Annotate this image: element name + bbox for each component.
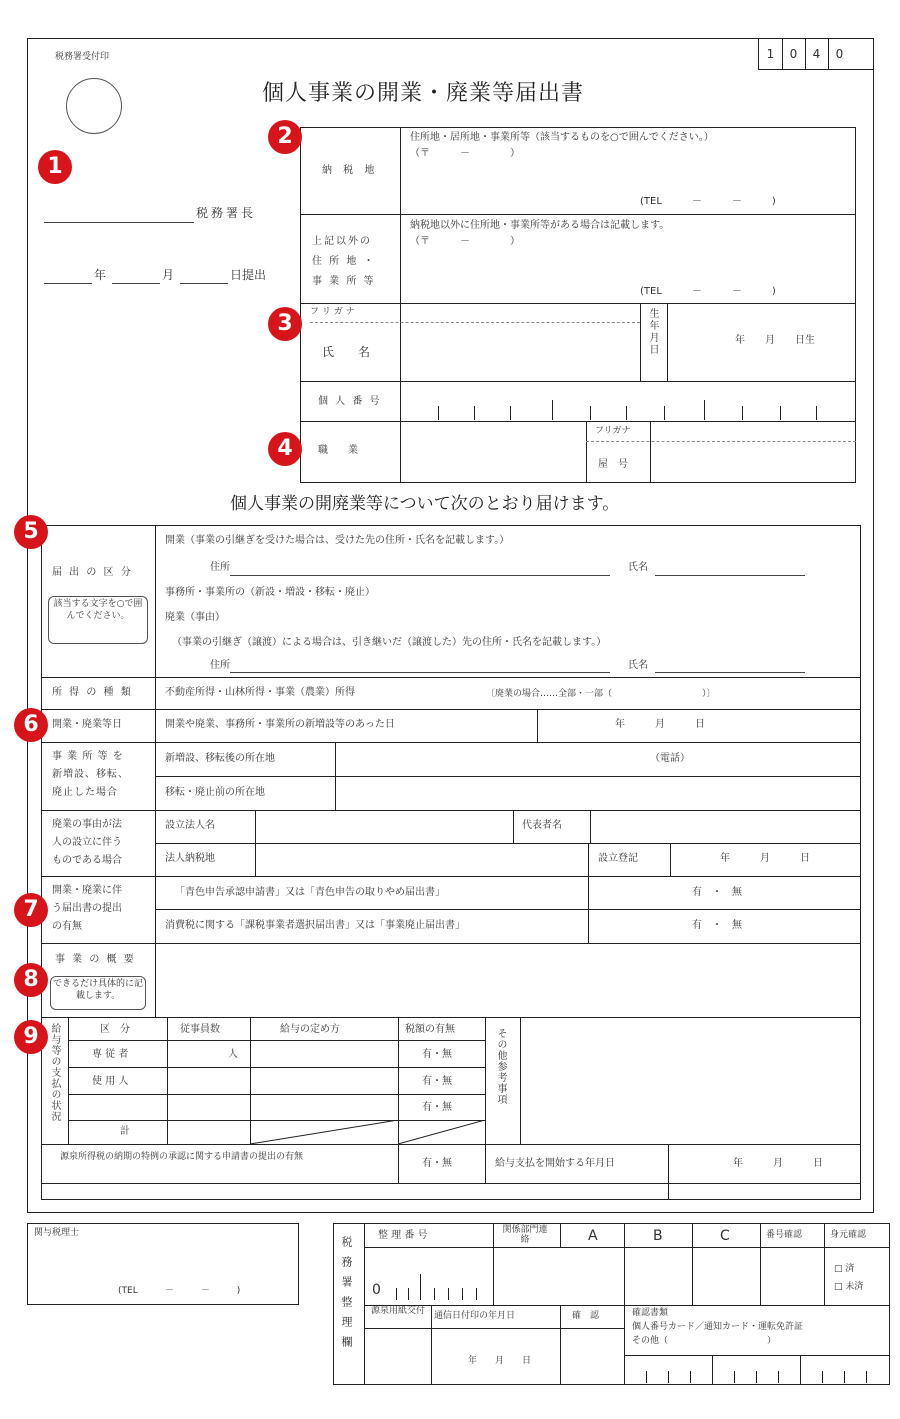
nozei-tel: (TEL － － ) [640, 196, 776, 207]
notification-type-label: 届 出 の 区 分 [52, 567, 133, 578]
badge-4: 4 [268, 432, 302, 466]
job-label: 職 業 [318, 445, 358, 456]
badge-1: 1 [38, 150, 72, 184]
date-month: 月 [162, 268, 175, 282]
related-filing-label: 開業・廃業に伴 [52, 885, 122, 896]
subtitle: 個人事業の開廃業等について次のとおり届けます。 [230, 494, 620, 514]
blue-return-filing: 「青色申告承認申請書」又は「青色申告の取りやめ届出書」 [175, 887, 445, 898]
other-postal: （〒 － ） [410, 236, 520, 247]
blue-return-yes-no[interactable]: 有 ・ 無 [692, 887, 742, 898]
badge-9: 9 [14, 1020, 48, 1054]
number-check-label: 番号確認 [766, 1230, 803, 1240]
address-label: 住所 [210, 562, 230, 573]
postmark-date-label: 通信日付印の年月日 [434, 1311, 516, 1321]
office-use-date: 年 月 日 [468, 1356, 532, 1366]
phone-label: （電話） [650, 753, 690, 764]
name-label: 氏 名 [322, 345, 371, 359]
salary-start-date: 年 月 日 [733, 1158, 823, 1169]
other-tel: (TEL － － ) [640, 286, 776, 297]
withholding-special-label: 源泉所得税の納期の特例の承認に関する申請書の提出の有無 [60, 1152, 304, 1162]
opening-date-label: 開業・廃業等日 [52, 719, 122, 730]
badge-5: 5 [14, 515, 48, 549]
stamp-label: 税務署受付印 [55, 52, 110, 62]
other-address-label: 事 業 所 等 [312, 276, 376, 287]
consumption-tax-filing: 消費税に関する「課税事業者選択届出書」又は「事業廃止届出書」 [165, 920, 465, 931]
business-summary-label: 事 業 の 概 要 [55, 954, 136, 965]
furigana-label: フ リ ガ ナ [310, 307, 355, 317]
col-salary-method: 給与の定め方 [280, 1024, 340, 1035]
old-location-label: 移転・廃止前の所在地 [165, 787, 265, 798]
badge-2: 2 [268, 120, 302, 154]
row-tax-yes-no[interactable]: 有・無 [422, 1076, 452, 1087]
total-row-slash [250, 1120, 485, 1144]
form-number-digit: 0 [835, 47, 844, 61]
row-total: 計 [120, 1126, 130, 1137]
consumption-tax-yes-no[interactable]: 有 ・ 無 [692, 920, 742, 931]
birth-label: 生年月日 [647, 308, 658, 356]
corp-name-label: 設立法人名 [165, 820, 215, 831]
related-filing-label: う届出書の提出 [52, 903, 122, 914]
related-filing-label: の有無 [52, 921, 82, 932]
registration-date: 年 月 日 [720, 853, 810, 864]
opening-date-value: 年 月 日 [615, 719, 705, 730]
corp-label: ものである場合 [52, 855, 122, 866]
salary-side-label: 給与等の支払の状況 [49, 1023, 60, 1122]
row-employee: 使 用 人 [92, 1076, 129, 1087]
office-use-side-label: 税務署整理欄 [340, 1236, 353, 1356]
tax-office-label: 税務署長 [196, 206, 257, 220]
closure-line: 廃業（事由） [165, 612, 225, 623]
office-change-label: 新増設、移転、 [52, 769, 129, 780]
reference-number-label: 整 理 番 号 [378, 1230, 428, 1241]
identity-check-label: 身元確認 [830, 1230, 867, 1240]
office-change-label: 廃止した場合 [52, 787, 118, 798]
business-summary-note: できるだけ具体的に記載します。 [50, 976, 146, 1010]
income-type-text: 不動産所得・山林所得・事業（農業）所得 [165, 687, 355, 698]
department-contact-label: 関係部門連絡 [502, 1225, 548, 1245]
withholding-yes-no[interactable]: 有・無 [422, 1158, 452, 1169]
date-submit: 日提出 [230, 268, 267, 282]
trade-name-label: 屋 号 [598, 459, 628, 470]
corp-tax-place-label: 法人納税地 [165, 853, 215, 864]
name-field-label: 氏名 [628, 562, 648, 573]
row-tax-yes-no[interactable]: 有・無 [422, 1049, 452, 1060]
stamp-circle [66, 78, 122, 134]
col-tax-presence: 税額の有無 [405, 1024, 455, 1035]
corp-label: 人の設立に伴う [52, 837, 122, 848]
col-category: 区 分 [100, 1024, 130, 1035]
accountant-label: 関与税理士 [34, 1228, 80, 1238]
documents-types: 個人番号カード／通知カード・運転免許証 [632, 1322, 804, 1332]
documents-label: 確認書類 [632, 1308, 669, 1318]
checked-not-done[interactable]: □ 未済 [834, 1282, 864, 1292]
documents-other: その他（ ） [632, 1336, 777, 1346]
badge-6: 6 [14, 708, 48, 742]
row-dedicated-worker: 専 従 者 [92, 1049, 129, 1060]
other-address-text: 納税地以外に住所地・事業所等がある場合は記載します。 [410, 220, 670, 231]
office-change-label: 事 業 所 等 を [52, 751, 124, 762]
transfer-line: （事業の引継ぎ（譲渡）による場合は、引き継いだ（譲渡した）先の住所・氏名を記載します。） [172, 637, 607, 648]
my-number-field[interactable] [402, 382, 855, 420]
other-address-label: 上記以外の [312, 236, 372, 247]
confirmation-label: 確 認 [572, 1311, 600, 1321]
col-employee-count: 従事員数 [180, 1024, 220, 1035]
form-number-digit: 1 [759, 38, 783, 70]
nozei-postal: （〒 － ） [410, 148, 520, 159]
reference-number-zero: 0 [372, 1282, 381, 1298]
opening-date-text: 開業や廃業、事務所・事業所の新増設等のあった日 [165, 719, 395, 730]
col-c: C [720, 1228, 730, 1244]
nozei-text: 住所地・居所地・事業所等（該当するものを○で囲んでください。） [410, 132, 714, 143]
registration-label: 設立登記 [598, 853, 638, 864]
representative-label: 代表者名 [522, 820, 562, 831]
birth-value: 年 月 日生 [735, 335, 815, 346]
furigana2-label: フリガナ [595, 426, 631, 436]
form-title: 個人事業の開業・廃業等届出書 [262, 81, 585, 106]
withholding-form-issued-label: 源泉用紙交付 [370, 1306, 425, 1316]
name-field-label: 氏名 [628, 660, 648, 671]
income-closure: 〔廃業の場合……全部・一部（ ）〕 [486, 689, 716, 699]
reference-number-ticks [382, 1270, 492, 1302]
checked-done[interactable]: □ 済 [834, 1264, 855, 1274]
accountant-tel: (TEL － － ) [118, 1286, 241, 1296]
form-number-digit: 4 [805, 38, 829, 70]
office-change-line: 事務所・事業所の（新設・増設・移転・廃止） [165, 587, 375, 598]
col-a: A [588, 1228, 598, 1244]
opening-line: 開業（事業の引継ぎを受けた場合は、受けた先の住所・氏名を記載します。） [165, 535, 510, 546]
other-notes-label: その他参考事項 [495, 1028, 506, 1105]
new-location-label: 新増設、移転後の所在地 [165, 753, 275, 764]
badge-8: 8 [14, 963, 48, 997]
notification-bracket-note: 該当する文字を○で囲んでください。 [48, 596, 148, 644]
row-tax-yes-no[interactable]: 有・無 [422, 1102, 452, 1113]
row-count: 人 [228, 1049, 238, 1060]
other-address-label: 住 所 地 ・ [312, 256, 376, 267]
col-b: B [653, 1228, 663, 1244]
income-type-label: 所 得 の 種 類 [52, 687, 133, 698]
form-number-digit: 0 [782, 38, 806, 70]
salary-start-label: 給与支払を開始する年月日 [495, 1158, 615, 1169]
date-year: 年 [94, 268, 107, 282]
my-number-label: 個 人 番 号 [318, 396, 382, 407]
address-label: 住所 [210, 660, 230, 671]
badge-7: 7 [14, 893, 48, 927]
badge-3: 3 [268, 307, 302, 341]
nozei-label: 納 税 地 [322, 165, 379, 176]
corp-label: 廃業の事由が法 [52, 819, 122, 830]
documents-ticks [624, 1355, 889, 1385]
taxpayer-table [300, 127, 856, 483]
